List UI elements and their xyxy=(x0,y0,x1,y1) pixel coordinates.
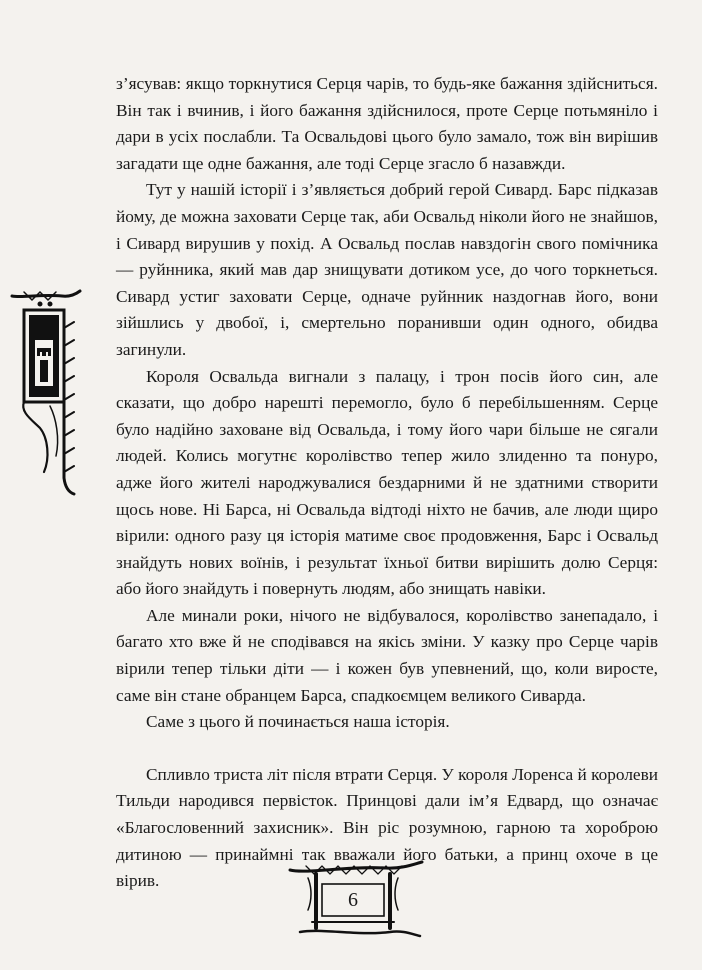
paragraph: Короля Освальда вигнали з палацу, і трон посів його син, але сказати, що добро нарешті перемогло, було б перебільшенням. Серце було надійно заховане від Освальда, і тому його чари більше не сягали людей. Колись могутнє королівство тепер жило злиденно та понуро, адже його жителі народжувалися бездарними й не здатними створити щось нове. Ні Барса, ні Освальда відтоді ніхто не бачив, але люди щиро вірили: одного разу ця історія матиме своє продовження, Барс і Освальд знайдуть нових воїнів, і результат їхньої битви вирішить долю Серця: або його знайдуть і повернуть людям, або знищать навіки. xyxy=(116,366,658,599)
gothic-castle-ornament-icon xyxy=(10,288,85,503)
paragraph: Тут у нашій історії і з’являється добрий герой Сивард. Барс підказав йому, де можна заховати Серце так, аби Освальд ніколи його не знайшов, і Сивард вирушив у похід. А Освальд послав навздогін свого помічника — руйнника, який мав дар знищувати дотиком усе, до чого торкнеться. Сивард устиг заховати Серце, одначе руйнник наздогнав його, вони зійшлись у двобої, і, смертельно поранивши один одного, обидва загинули. xyxy=(116,180,658,359)
paragraph: Саме з цього й починається наша історія. xyxy=(146,712,450,732)
body-text xyxy=(116,71,658,895)
paragraph: Але минали роки, нічого не відбувалося, королівство занепадало, і багато хто вже й не сподівався на якісь зміни. У казку про Серце чарів вірили тепер тільки діти — і кожен був упевнений, що, коли виросте, саме він стане обранцем Барса, спадкоємцем великого Сиварда. xyxy=(116,605,658,705)
paragraph: з’ясував: якщо торкнутися Серця чарів, то будь-яке бажання здійсниться. Він так і вчинив, і його бажання здійснилося, проте Серце потьмяніло і дари в усіх послабли. Та Освальдові цього було замало, тож він вирішив загадати ще одне бажання, але тоді Серце згасло б назавжди. xyxy=(116,74,658,173)
page-number: 6 xyxy=(348,889,358,911)
paragraph: Спливло триста літ після втрати Серця. У короля Лоренса й королеви Тильди народився первісток. Принцові дали ім’я Едвард, що означає «Благословенний захисник». Він ріс розумною, гарною та хороброю дитиною — принаймні так вважали його батьки, а принц охоче в це вірив. xyxy=(116,764,659,891)
